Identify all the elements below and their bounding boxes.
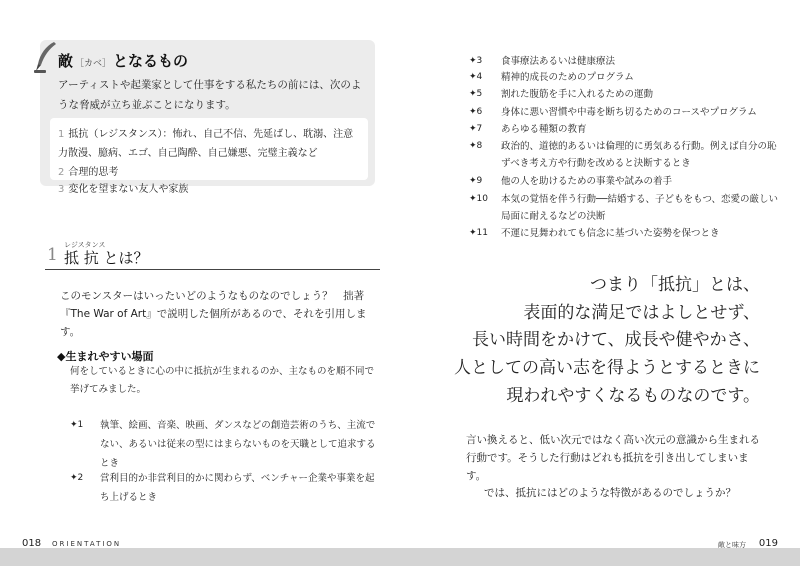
list-marker: ✦8 — [469, 141, 483, 151]
callout-title — [58, 50, 188, 71]
list-item — [469, 121, 781, 138]
pull-quote-line: 表面的な満足ではよしとせず、 — [523, 303, 760, 323]
list-marker: ✦5 — [469, 89, 483, 99]
list-item-text: 不運に見舞われても信念に基づいた姿勢を保つとき — [501, 228, 720, 239]
list-item-text: 食事療法あるいは健康療法 — [501, 56, 616, 67]
section-title: 抵 抗 とは？ — [64, 249, 149, 267]
list-item — [469, 86, 781, 103]
list-item — [70, 469, 380, 507]
list-marker: ✦9 — [469, 176, 483, 186]
callout-title-rest: となるもの — [113, 52, 189, 70]
pull-quote-line: 長い時間をかけて、成長や健やかさ、 — [472, 330, 760, 350]
list-item — [469, 191, 786, 225]
list-item — [70, 416, 380, 473]
list-item — [469, 225, 781, 242]
list-marker: ✦1 — [70, 420, 84, 430]
list-item — [469, 104, 791, 121]
callout-title-ruby: ［カベ］ — [75, 59, 112, 69]
threat-item-1 — [58, 125, 358, 163]
list-item — [469, 53, 781, 70]
footer-band — [0, 548, 800, 566]
page-number-right: 019 — [758, 538, 778, 549]
pull-quote-line: 現われやすくなるものなのです。 — [506, 386, 760, 406]
section-ruby: レジスタンス — [64, 241, 106, 249]
list-marker: ✦7 — [469, 124, 483, 134]
list-marker: ✦2 — [70, 473, 84, 483]
list-item-text: 営利目的か非営利目的かに関わらず、ベンチャー企業や事業を起ち上げるとき — [100, 473, 375, 503]
body-paragraph: 言い換えると、低い次元ではなく高い次元の意識から生まれる行動です。そうした行動はどれも抵抗を引き出してしまいます。 — [466, 434, 760, 482]
callout-title-main: 敵 — [58, 52, 74, 70]
list-marker: ✦10 — [469, 194, 488, 204]
body-paragraph: では、抵抗にはどのような特徴があるのでしょうか？ — [484, 487, 736, 499]
threat-item-3 — [58, 180, 188, 199]
list-item-text: あらゆる種類の教育 — [501, 124, 587, 135]
list-marker: ✦3 — [469, 56, 483, 66]
list-item-text: 身体に悪い習慣や中毒を断ち切るためのコースやプログラム — [501, 107, 757, 118]
page-number-left: 018 — [22, 538, 42, 549]
threat-number: 2 — [58, 167, 65, 178]
threat-text: 抵抗（レジスタンス）：怖れ、自己不信、先延ばし、耽溺、注意力散漫、臆病、エゴ、自己陶酔、自己嫌悪、完璧主義など — [58, 129, 354, 159]
threat-text: 合理的思考 — [68, 167, 119, 178]
list-item-text: 割れた腹筋を手に入れるための運動 — [501, 89, 654, 100]
list-item — [469, 69, 781, 86]
callout-lead-text: アーティストや起業家として仕事をする私たちの前には、次のような脅威が立ち並ぶことになります。 — [58, 79, 362, 111]
subhead-paragraph: 何をしているときに心の中に抵抗が生まれるのか、主なものを順不同で挙げてみました。 — [70, 366, 375, 395]
running-title-left: ORIENTATION — [52, 540, 122, 548]
list-item-text: 他の人を助けるための事業や試みの着手 — [501, 176, 673, 187]
list-marker: ✦11 — [469, 228, 488, 238]
list-marker: ✦6 — [469, 107, 483, 117]
section-divider — [45, 269, 380, 270]
list-item — [469, 173, 781, 190]
quill-pen-icon — [32, 40, 58, 74]
running-title-right: 敵と味方 — [718, 541, 746, 549]
section-number: 1 — [47, 245, 58, 265]
pull-quote-line: 人としての高い志を得ようとするときに — [454, 358, 760, 378]
list-item-text: 本気の覚悟を伴う行動──結婚する、子どもをもつ、恋愛の厳しい局面に耐えるなどの決断 — [501, 194, 779, 222]
list-item — [469, 138, 786, 172]
list-item-text: 政治的、道徳的あるいは倫理的に勇気ある行動。例えば自分の恥ずべき考え方や行動を改めると決断するとき — [501, 141, 777, 169]
threat-number: 3 — [58, 184, 65, 195]
pull-quote-line: つまり「抵抗」とは、 — [590, 275, 760, 295]
list-marker: ✦4 — [469, 72, 483, 82]
threat-text: 変化を望まない友人や家族 — [68, 184, 189, 195]
intro-paragraph: このモンスターはいったいどのようなものなのでしょう？ 拙著『The War of Art』で説明した個所があるので、それを引用します。 — [60, 290, 367, 338]
list-item-text: 執筆、絵画、音楽、映画、ダンスなどの創造芸術のうち、主流でない、あるいは従来の型にはまらないものを天職として追求するとき — [100, 420, 376, 469]
threat-number: 1 — [58, 129, 65, 140]
list-item-text: 精神的成長のためのプログラム — [501, 72, 634, 83]
subheading: ◆生まれやすい場面 — [57, 350, 154, 363]
